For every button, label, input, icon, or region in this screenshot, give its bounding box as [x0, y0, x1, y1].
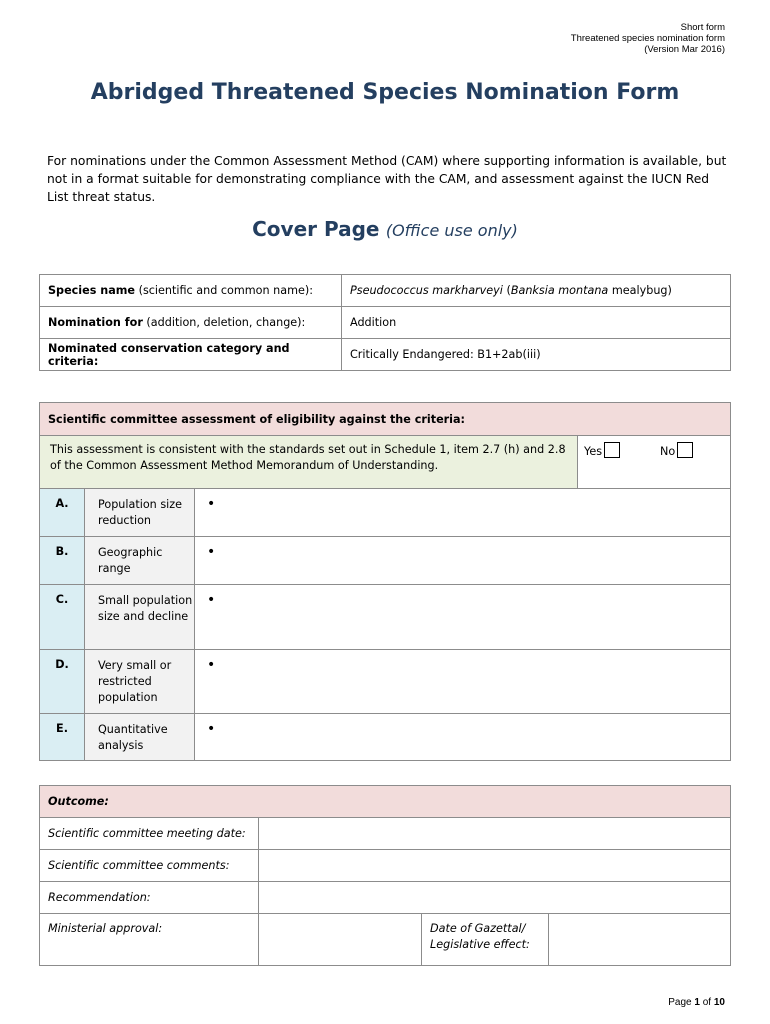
criterion-name: Geographic range — [85, 537, 195, 585]
table-row — [40, 818, 731, 850]
criterion-name: Population size reduction — [85, 489, 195, 537]
comments-field[interactable] — [259, 850, 731, 882]
recommendation-field[interactable] — [259, 882, 731, 914]
cover-page-note: (Office use only) — [385, 221, 518, 240]
nomination-for-label: Nomination for (addition, deletion, change): — [40, 307, 342, 339]
outcome-header: Outcome: — [40, 786, 731, 818]
criterion-name: Small population size and decline — [85, 585, 195, 650]
recommendation-label: Recommendation: — [40, 882, 259, 914]
criterion-letter: B. — [40, 537, 85, 585]
page-number: Page 1 of 10 — [668, 997, 725, 1008]
no-label: No — [660, 445, 676, 458]
yes-checkbox[interactable] — [604, 442, 620, 458]
nomination-for-value[interactable]: Addition — [342, 307, 731, 339]
species-table — [39, 274, 731, 371]
form-version-header — [571, 22, 725, 55]
category-criteria-label: Nominated conservation category and criteria: — [40, 339, 342, 371]
ministerial-approval-field[interactable] — [259, 914, 422, 966]
species-name-label: Species name (scientific and common name): — [40, 275, 342, 307]
species-name-value[interactable]: Pseudococcus markharveyi (Banksia montana mealybug) — [342, 275, 731, 307]
criterion-notes[interactable] — [195, 489, 731, 537]
criterion-row — [40, 585, 731, 650]
table-row — [40, 850, 731, 882]
criterion-row — [40, 650, 731, 714]
ministerial-approval-label: Ministerial approval: — [40, 914, 259, 966]
comments-label: Scientific committee comments: — [40, 850, 259, 882]
header-form-name: Threatened species nomination form — [570, 33, 725, 44]
gazettal-date-field[interactable] — [549, 914, 731, 966]
table-row — [40, 882, 731, 914]
bullet-icon: • — [207, 721, 216, 737]
criterion-row — [40, 537, 731, 585]
gazettal-date-label: Date of Gazettal/ Legislative effect: — [422, 914, 549, 966]
no-checkbox[interactable] — [677, 442, 693, 458]
table-row — [40, 914, 731, 966]
criterion-letter: D. — [40, 650, 85, 714]
yes-option[interactable] — [584, 445, 620, 458]
meeting-date-label: Scientific committee meeting date: — [40, 818, 259, 850]
criterion-letter: C. — [40, 585, 85, 650]
yes-no-cell — [578, 436, 731, 489]
criterion-notes[interactable] — [195, 714, 731, 761]
bullet-icon: • — [207, 496, 216, 512]
yes-label: Yes — [584, 445, 603, 458]
criterion-row — [40, 714, 731, 761]
assessment-header-row — [40, 403, 731, 436]
header-version: (Version Mar 2016) — [644, 44, 725, 55]
cover-page-title: Cover Page — [252, 217, 380, 241]
criterion-notes[interactable] — [195, 537, 731, 585]
criterion-notes[interactable] — [195, 585, 731, 650]
criterion-row — [40, 489, 731, 537]
page-title: Abridged Threatened Species Nomination Form — [90, 80, 680, 105]
cover-page-heading — [0, 217, 770, 241]
outcome-header-row — [40, 786, 731, 818]
consistency-row — [40, 436, 731, 489]
header-short-form: Short form — [680, 22, 725, 33]
criterion-name: Very small or restricted population — [85, 650, 195, 714]
consistency-statement: This assessment is consistent with the standards set out in Schedule 1, item 2.7 (h) and 2.8 of the Common Assessment Method Memorandum of Understanding. — [40, 436, 578, 489]
table-row — [40, 275, 731, 307]
bullet-icon: • — [207, 544, 216, 560]
bullet-icon: • — [207, 592, 216, 608]
category-criteria-value[interactable]: Critically Endangered: B1+2ab(iii) — [342, 339, 731, 371]
criterion-name: Quantitative analysis — [85, 714, 195, 761]
bullet-icon: • — [207, 657, 216, 673]
criterion-notes[interactable] — [195, 650, 731, 714]
criterion-letter: A. — [40, 489, 85, 537]
outcome-table — [39, 785, 731, 966]
table-row — [40, 307, 731, 339]
no-option[interactable] — [660, 442, 693, 458]
intro-paragraph: For nominations under the Common Assessment Method (CAM) where supporting information is available, but not in a format suitable for demonstrating compliance with the CAM, and assessment against the IUCN Red List threat status. — [47, 154, 727, 204]
meeting-date-field[interactable] — [259, 818, 731, 850]
assessment-table — [39, 402, 731, 761]
criterion-letter: E. — [40, 714, 85, 761]
table-row — [40, 339, 731, 371]
assessment-header: Scientific committee assessment of eligibility against the criteria: — [40, 403, 731, 436]
